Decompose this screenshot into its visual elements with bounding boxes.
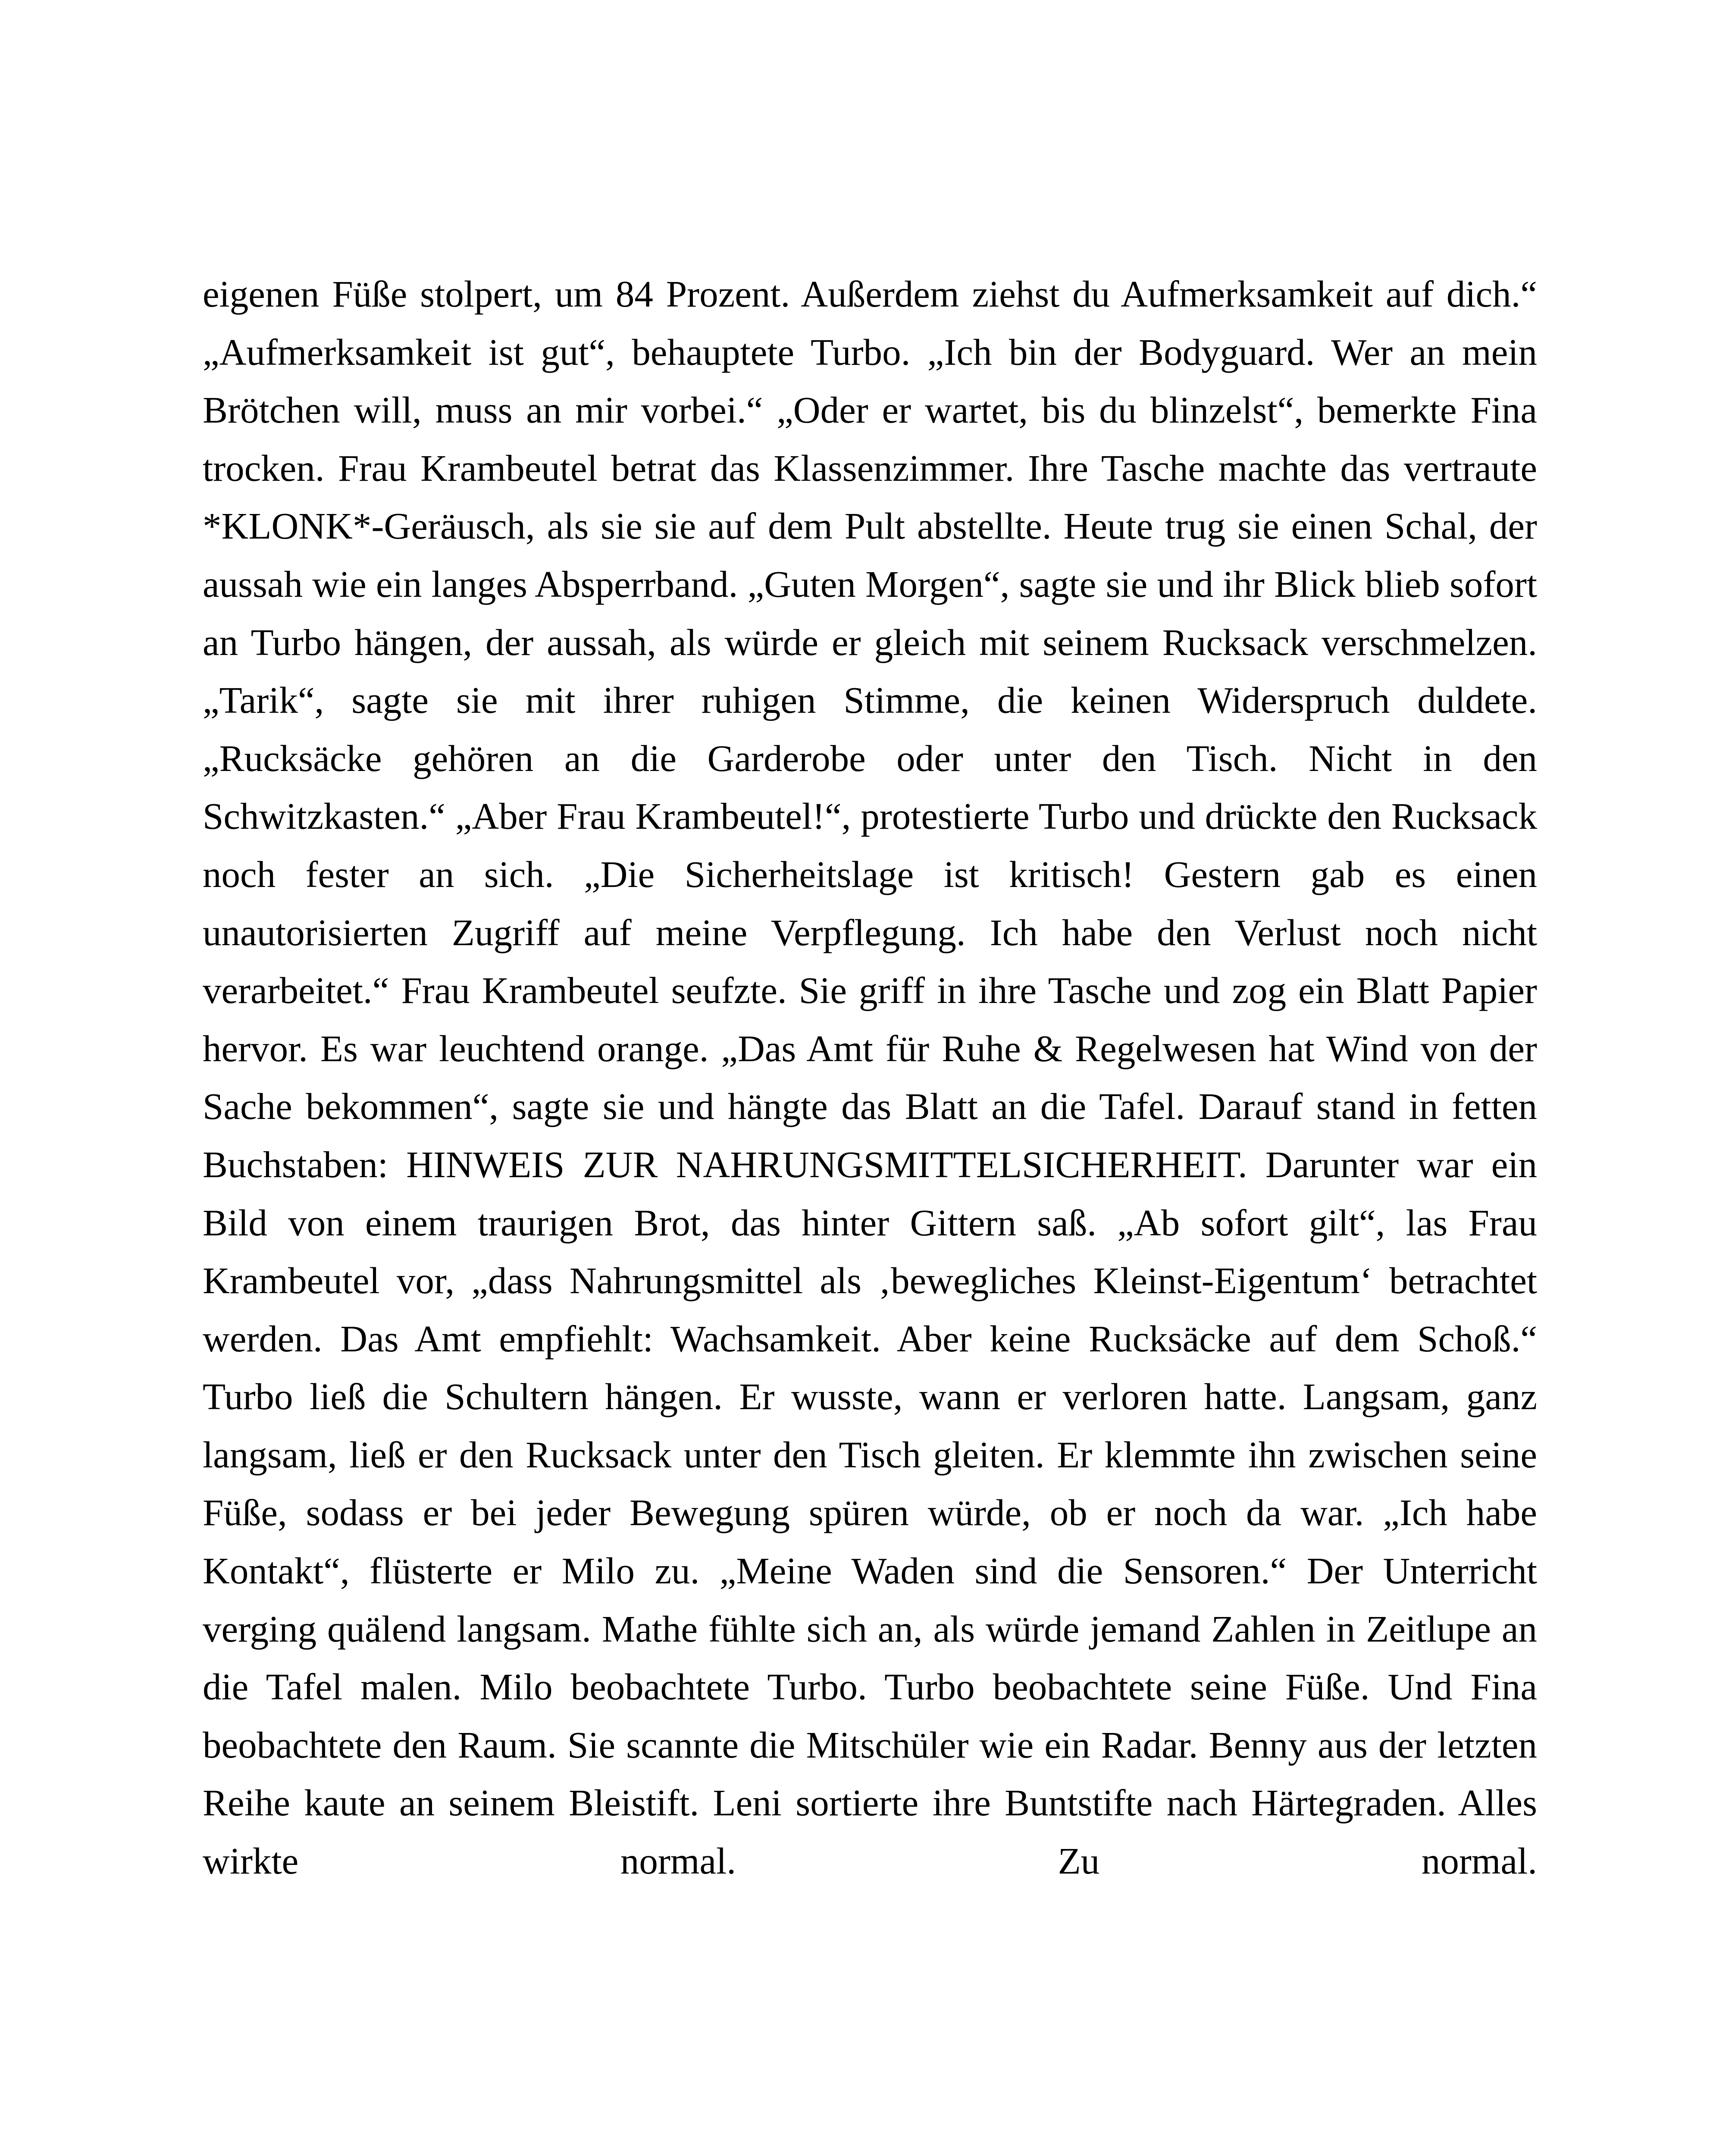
body-paragraph: eigenen Füße stolpert, um 84 Prozent. Außerdem ziehst du Aufmerksamkeit auf dich.“ „Aufmerksamkeit ist gut“, behauptete Turbo. „Ich bin der Bodyguard. Wer an mein Brötchen will, muss an mir vorbei.“ „Oder er wartet, bis du blinzelst“, bemerkte Fina trocken. Frau Krambeutel betrat das Klassenzimmer. Ihre Tasche machte das vertraute *KLONK*-Geräusch, als sie sie auf dem Pult abstellte. Heute trug sie einen Schal, der aussah wie ein langes Absperrband. „Guten Morgen“, sagte sie und ihr Blick blieb sofort an Turbo hängen, der aussah, als würde er gleich mit seinem Rucksack verschmelzen. „Tarik“, sagte sie mit ihrer ruhigen Stimme, die keinen Widerspruch duldete. „Rucksäcke gehören an die Garderobe oder unter den Tisch. Nicht in den Schwitzkasten.“ „Aber Frau Krambeutel!“, protestierte Turbo und drückte den Rucksack noch fester an sich. „Die Sicherheitslage ist kritisch! Gestern gab es einen unautorisierten Zugriff auf meine Verpflegung. Ich habe den Verlust noch nicht verarbeitet.“ Frau Krambeutel seufzte. Sie griff in ihre Tasche und zog ein Blatt Papier hervor. Es war leuchtend orange. „Das Amt für Ruhe & Regelwesen hat Wind von der Sache bekommen“, sagte sie und hängte das Blatt an die Tafel. Darauf stand in fetten Buchstaben: HINWEIS ZUR NAHRUNGSMITTELSICHERHEIT. Darunter war ein Bild von einem traurigen Brot, das hinter Gittern saß. „Ab sofort gilt“, las Frau Krambeutel vor, „dass Nahrungsmittel als ‚bewegliches Kleinst-Eigentum‘ betrachtet werden. Das Amt empfiehlt: Wachsamkeit. Aber keine Rucksäcke auf dem Schoß.“ Turbo ließ die Schultern hängen. Er wusste, wann er verloren hatte. Langsam, ganz langsam, ließ er den Rucksack unter den Tisch gleiten. Er klemmte ihn zwischen seine Füße, sodass er bei jeder Bewegung spüren würde, ob er noch da war. „Ich habe Kontakt“, flüsterte er Milo zu. „Meine Waden sind die Sensoren.“ Der Unterricht verging quälend langsam. Mathe fühlte sich an, als würde jemand Zahlen in Zeitlupe an die Tafel malen. Milo beobachtete Turbo. Turbo beobachtete seine Füße. Und Fina beobachtete den Raum. Sie scannte die Mitschüler wie ein Radar. Benny aus der letzten Reihe kaute an seinem Bleistift. Leni sortierte ihre Buntstifte nach Härtegraden. Alles wirkte normal. Zu normal.: [203, 273, 1537, 1882]
